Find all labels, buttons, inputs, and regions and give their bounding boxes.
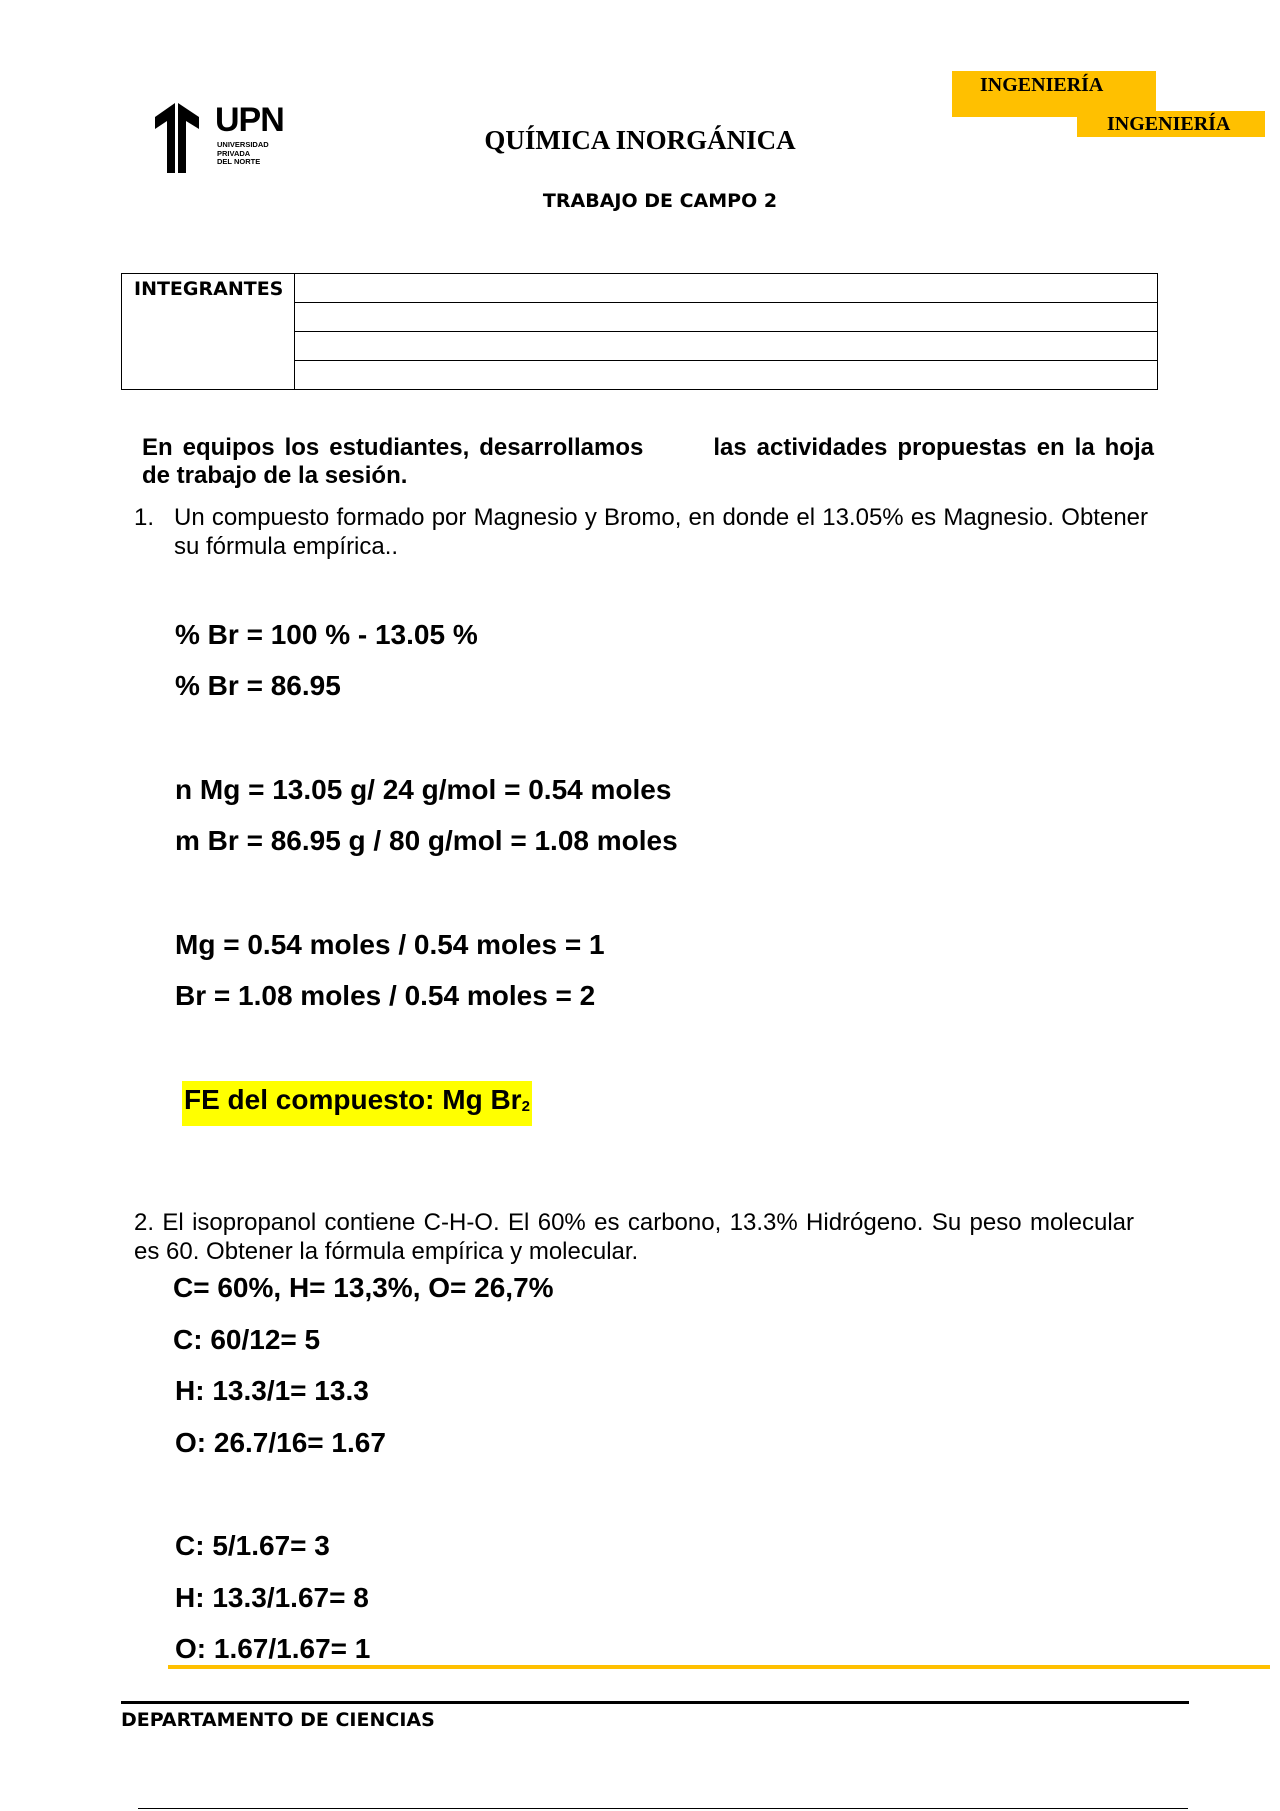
question-1 — [134, 503, 1148, 561]
calc-line: C= 60%, H= 13,3%, O= 26,7% — [173, 1272, 554, 1303]
footer-divider — [121, 1701, 1189, 1704]
calc-line: % Br = 86.95 — [175, 670, 341, 701]
members-table — [121, 273, 1158, 390]
calc-line: Br = 1.08 moles / 0.54 moles = 2 — [175, 980, 596, 1011]
calc-line: % Br = 100 % - 13.05 % — [175, 619, 478, 650]
page-title: QUÍMICA INORGÁNICA — [484, 125, 796, 155]
faculty-badge-secondary: INGENIERÍA — [1077, 111, 1265, 137]
question-number: 1. — [134, 504, 155, 531]
members-row — [122, 274, 1158, 303]
members-label: INTEGRANTES — [122, 274, 295, 390]
faculty-badge: INGENIERÍA — [952, 71, 1156, 117]
calc-line: O: 1.67/1.67= 1 — [175, 1633, 371, 1664]
calc-line: H: 13.3/1.67= 8 — [175, 1582, 369, 1613]
page-subtitle: TRABAJO DE CAMPO 2 — [542, 190, 778, 212]
member-name-field[interactable] — [295, 274, 1158, 303]
calc-line: O: 26.7/16= 1.67 — [175, 1427, 386, 1458]
calc-line: C: 60/12= 5 — [173, 1324, 321, 1355]
member-name-field[interactable] — [295, 303, 1158, 332]
question-text: Un compuesto formado por Magnesio y Bromo, en donde el 13.05% es Magnesio. Obtener su fórmula empírica.. — [174, 504, 1148, 560]
calc-line: H: 13.3/1= 13.3 — [175, 1375, 369, 1406]
calc-line: m Br = 86.95 g / 80 g/mol = 1.08 moles — [175, 825, 678, 856]
logo-subtext: UNIVERSIDAD PRIVADA DEL NORTE — [217, 140, 269, 166]
footer-accent-line — [168, 1665, 1270, 1669]
question-2: 2. El isopropanol contiene C-H-O. El 60% es carbono, 13.3% Hidrógeno. Su peso molecular es 60. Obtener la fórmula empírica y molecular. — [134, 1209, 1134, 1265]
formula-subscript: 2 — [521, 1098, 530, 1115]
department-label: DEPARTAMENTO DE CIENCIAS — [121, 1709, 435, 1731]
instructions-paragraph: En equipos los estudiantes, desarrollamos las actividades propuestas en la hoja de trabajo de la sesión. — [142, 434, 1154, 489]
calc-line: C: 5/1.67= 3 — [175, 1530, 330, 1561]
member-name-field[interactable] — [295, 361, 1158, 390]
member-name-field[interactable] — [295, 332, 1158, 361]
calc-line: n Mg = 13.05 g/ 24 g/mol = 0.54 moles — [175, 774, 672, 805]
answer-highlight: FE del compuesto: Mg $Br_2$ — [182, 1081, 532, 1126]
page-bottom-line — [138, 1808, 1188, 1809]
logo-wordmark: UPN — [215, 101, 284, 139]
calc-line: Mg = 0.54 moles / 0.54 moles = 1 — [175, 929, 605, 960]
